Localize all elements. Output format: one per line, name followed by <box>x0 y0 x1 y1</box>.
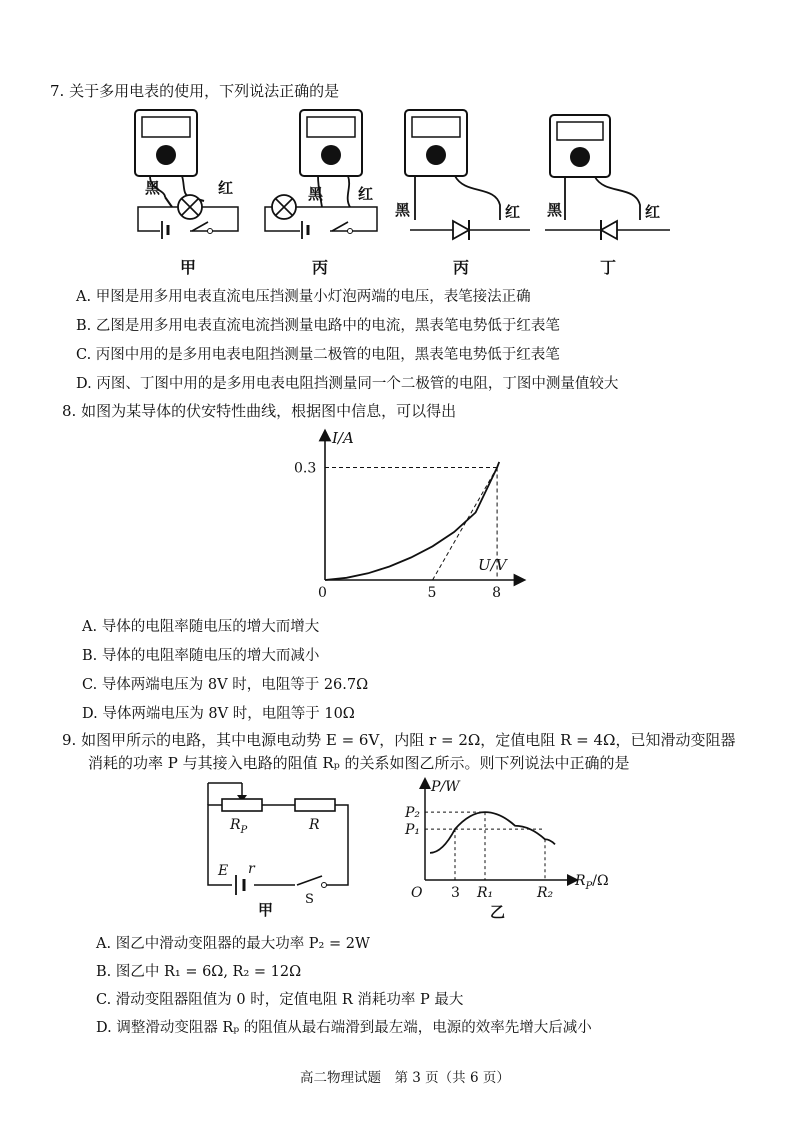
y-axis-label: P/W <box>431 779 460 795</box>
x-axis-label: U/V <box>478 556 507 574</box>
red-probe-label: 红 <box>218 179 234 197</box>
q9-title-line2: 消耗的功率 P 与其接入电路的阻值 Rₚ 的关系如图乙所示。则下列说法中正确的是 <box>88 754 630 772</box>
black-probe-label: 黑 <box>308 185 324 203</box>
y-tick-label: P₂ <box>405 805 421 822</box>
black-probe-label: 黑 <box>547 201 563 219</box>
q7-option-b: B. 乙图是用多用电表直流电流挡测量电路中的电流，黑表笔电势低于红表笔 <box>76 318 560 334</box>
caption-ding: 丁 <box>600 258 617 277</box>
q9-title-line1: 9. 如图甲所示的电路，其中电源电动势 E = 6V，内阻 r = 2Ω，定值电阻 R = 4Ω，已知滑动变阻器 <box>62 731 736 749</box>
x-tick-label: R₂ <box>537 885 554 901</box>
red-probe-label: 红 <box>358 185 374 203</box>
q7-figure-bing <box>395 110 530 277</box>
q8-title: 8. 如图为某导体的伏安特性曲线，根据图中信息，可以得出 <box>62 402 457 420</box>
y-tick-label: 0.3 <box>294 460 317 477</box>
q7-title: 7. 关于多用电表的使用，下列说法正确的是 <box>50 82 340 100</box>
q7-figures <box>120 105 680 280</box>
q7-option-d: D. 丙图、丁图中用的是多用电表电阻挡测量同一个二极管的电阻，丁图中测量值较大 <box>76 376 619 392</box>
x-tick-label: 8 <box>492 585 502 601</box>
q7-figure-jia <box>135 110 238 277</box>
q7-figure-ding <box>545 115 670 277</box>
caption-jia: 甲 <box>180 258 197 277</box>
q7-option-a: A. 甲图是用多用电表直流电压挡测量小灯泡两端的电压，表笔接法正确 <box>76 289 531 305</box>
q8-option-b: B. 导体的电阻率随电压的增大而减小 <box>82 648 320 664</box>
power-curve <box>430 812 555 853</box>
diode-icon <box>453 221 469 239</box>
e-label: E <box>218 863 229 879</box>
q9-option-b: B. 图乙中 R₁ = 6Ω, R₂ = 12Ω <box>96 964 302 980</box>
page-footer: 高二物理试题 第 3 页（共 6 页） <box>300 1070 510 1086</box>
caption-yi: 乙 <box>490 903 506 921</box>
caption-second: 丙 <box>312 258 329 277</box>
origin-label: O <box>411 885 423 901</box>
rp-label: $R_P$ <box>230 817 248 836</box>
red-probe-label: 红 <box>505 203 521 221</box>
resistor-icon <box>295 799 335 811</box>
iv-curve <box>325 462 499 580</box>
q9-power-chart <box>395 775 620 930</box>
q7-figure-second <box>265 110 377 277</box>
black-probe-label: 黑 <box>145 179 161 197</box>
q9-option-a: A. 图乙中滑动变阻器的最大功率 P₂ = 2W <box>96 936 370 952</box>
diode-icon <box>601 221 617 239</box>
r-label: R <box>309 817 320 833</box>
switch-label: S <box>305 892 314 907</box>
x-tick-label: 3 <box>451 885 460 901</box>
q8-option-c: C. 导体两端电压为 8V 时，电阻等于 26.7Ω <box>82 677 369 693</box>
q9-option-c: C. 滑动变阻器阻值为 0 时，定值电阻 R 消耗功率 P 最大 <box>96 992 464 1008</box>
x-axis-label: $R_P/\Omega$ <box>575 873 609 892</box>
x-tick-label: 5 <box>427 585 437 601</box>
q8-option-d: D. 导体两端电压为 8V 时，电阻等于 10Ω <box>82 706 355 722</box>
q9-circuit-diagram <box>190 775 365 925</box>
caption-jia: 甲 <box>258 901 274 919</box>
q9-option-d: D. 调整滑动变阻器 Rₚ 的阻值从最右端滑到最左端，电源的效率先增大后减小 <box>96 1020 592 1036</box>
y-axis-label: I/A <box>332 429 354 447</box>
red-probe-label: 红 <box>645 203 661 221</box>
origin-label: 0 <box>318 585 327 601</box>
black-probe-label: 黑 <box>395 201 411 219</box>
x-tick-label: R₁ <box>477 885 494 901</box>
q8-iv-chart <box>280 425 540 615</box>
caption-bing: 丙 <box>453 258 470 277</box>
y-tick-label: P₁ <box>405 822 421 839</box>
internal-r-label: r <box>248 861 255 877</box>
q8-option-a: A. 导体的电阻率随电压的增大而增大 <box>82 619 320 635</box>
q7-option-c: C. 丙图中用的是多用电表电阻挡测量二极管的电阻，黑表笔电势低于红表笔 <box>76 347 560 363</box>
rheostat-icon <box>222 799 262 811</box>
